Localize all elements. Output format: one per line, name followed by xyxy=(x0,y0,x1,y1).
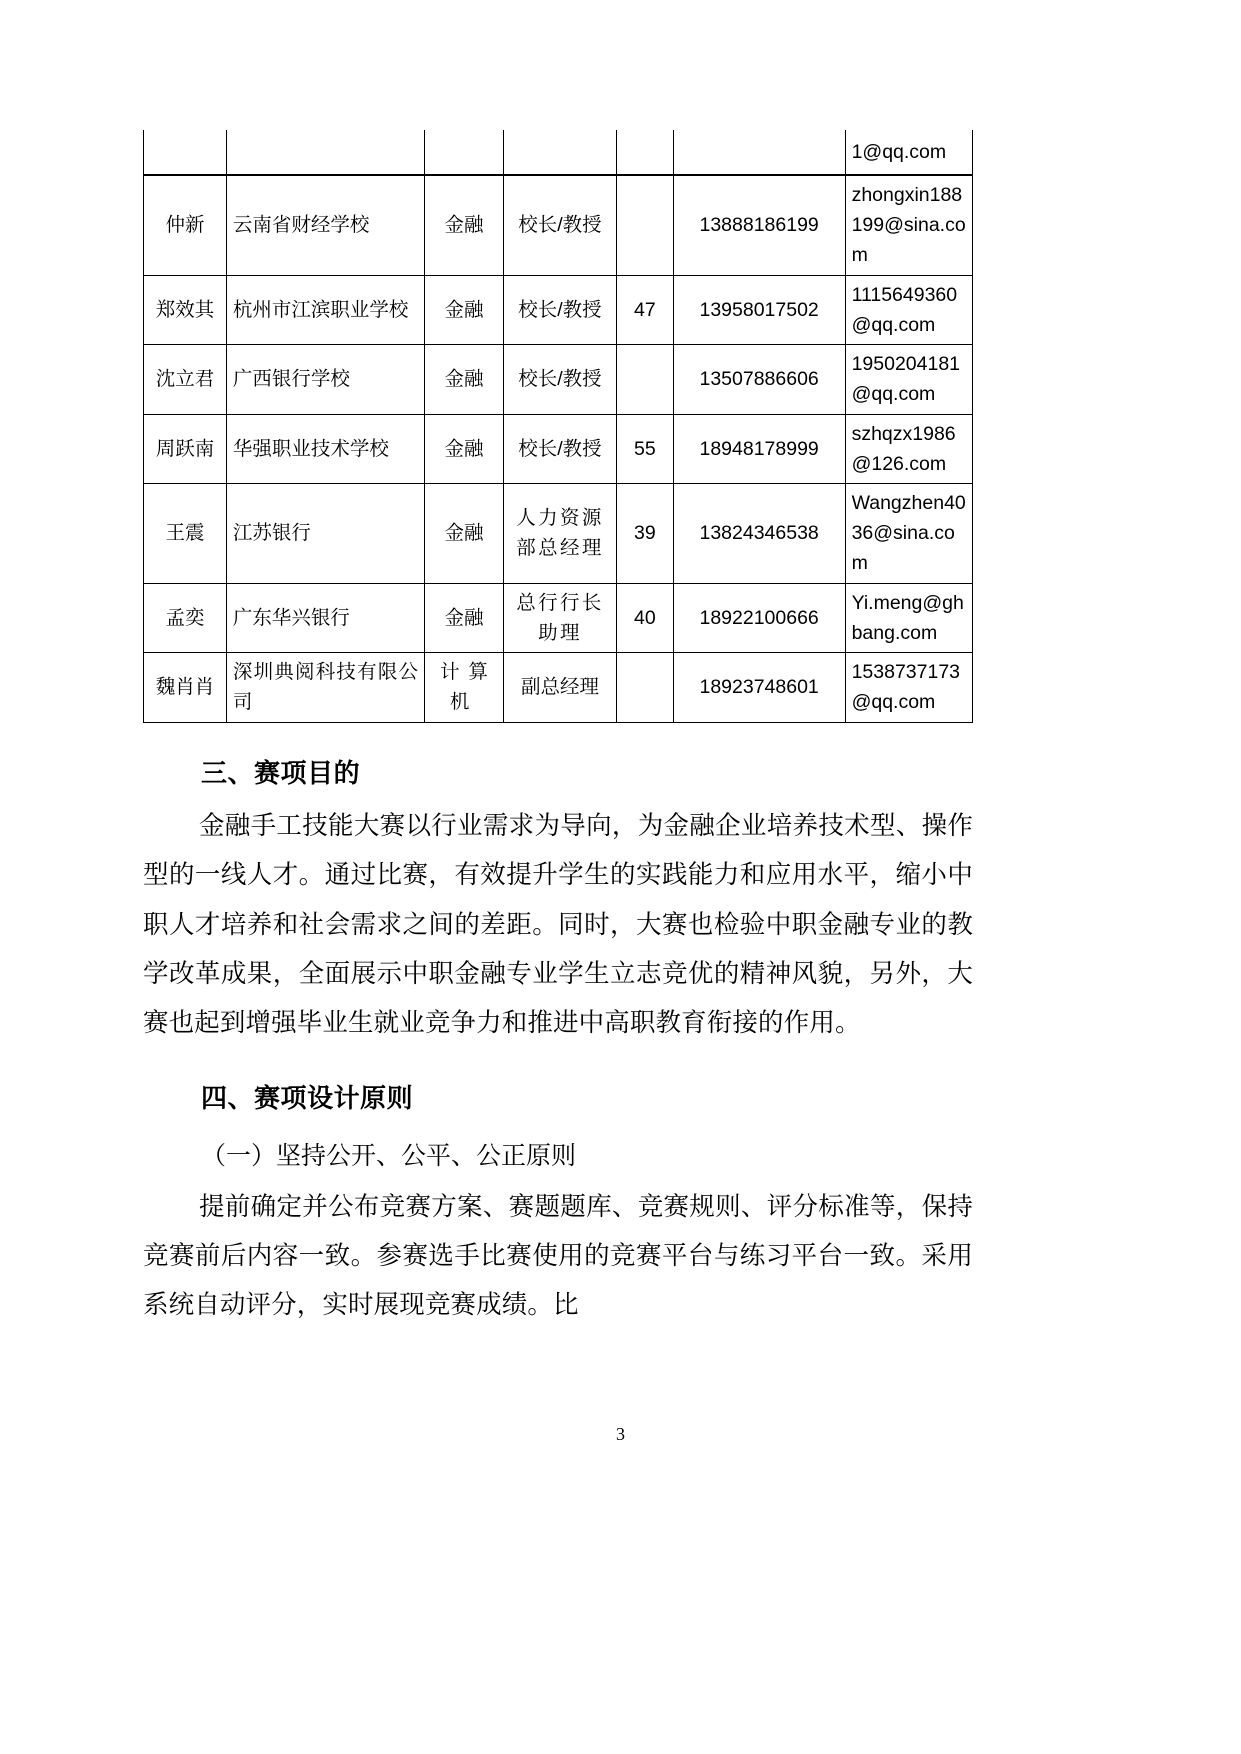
section-heading-3: 三、赛项目的 xyxy=(201,757,361,788)
cell-major: 金融 xyxy=(425,483,504,583)
cell-name: 仲新 xyxy=(144,175,227,275)
cell-phone: 18922100666 xyxy=(673,583,845,652)
cell-age: 47 xyxy=(617,275,674,344)
cell-title: 人力资源部总经理 xyxy=(503,483,616,583)
cell-phone: 13888186199 xyxy=(673,175,845,275)
table-row xyxy=(144,483,973,583)
cell-age xyxy=(617,345,674,414)
cell-phone: 13958017502 xyxy=(673,275,845,344)
cell-major: 金融 xyxy=(425,175,504,275)
table-row xyxy=(144,275,973,344)
cell-title: 校长/教授 xyxy=(503,345,616,414)
cell-major: 金融 xyxy=(425,345,504,414)
cell-major: 金融 xyxy=(425,275,504,344)
table-row xyxy=(144,345,973,414)
cell-email: zhongxin188199@sina.com xyxy=(845,175,972,275)
cell-age: 39 xyxy=(617,483,674,583)
cell-name: 王震 xyxy=(144,483,227,583)
table-row xyxy=(144,653,973,722)
cell-email: szhqzx1986@126.com xyxy=(845,414,972,483)
cell-email: Wangzhen4036@sina.com xyxy=(845,483,972,583)
cell-phone: 13507886606 xyxy=(673,345,845,414)
cell-age xyxy=(617,175,674,275)
cell-title xyxy=(503,130,616,175)
cell-name: 周跃南 xyxy=(144,414,227,483)
cell-age: 40 xyxy=(617,583,674,652)
page-number: 3 xyxy=(616,1424,625,1444)
cell-age: 55 xyxy=(617,414,674,483)
section-heading-4: 四、赛项设计原则 xyxy=(201,1083,414,1114)
section-3-paragraph: 金融手工技能大赛以行业需求为导向，为金融企业培养技术型、操作型的一线人才。通过比赛，有效提升学生的实践能力和应用水平，缩小中职人才培养和社会需求之间的差距。同时，大赛也检验中职金融专业的教学改革成果，全面展示中职金融专业学生立志竞优的精神风貌，另外，大赛也起到增强毕业生就业竞争力和推进中高职教育衔接的作用。 xyxy=(143,812,973,1037)
cell-email: 1950204181@qq.com xyxy=(845,345,972,414)
cell-email: 1@qq.com xyxy=(845,130,972,175)
cell-organization: 深圳典阅科技有限公司 xyxy=(226,653,424,722)
cell-title: 总行行长助理 xyxy=(503,583,616,652)
table-row xyxy=(144,175,973,275)
cell-major: 计算机 xyxy=(425,653,504,722)
cell-phone: 18948178999 xyxy=(673,414,845,483)
cell-title: 校长/教授 xyxy=(503,275,616,344)
cell-email: 1115649360@qq.com xyxy=(845,275,972,344)
cell-phone: 13824346538 xyxy=(673,483,845,583)
cell-major: 金融 xyxy=(425,414,504,483)
cell-name: 郑效其 xyxy=(144,275,227,344)
page-content xyxy=(143,130,973,1331)
cell-organization: 江苏银行 xyxy=(226,483,424,583)
cell-organization: 华强职业技术学校 xyxy=(226,414,424,483)
cell-title: 校长/教授 xyxy=(503,175,616,275)
section-4-subheading: （一）坚持公开、公平、公正原则 xyxy=(201,1141,577,1170)
table-row xyxy=(144,583,973,652)
cell-email: 1538737173@qq.com xyxy=(845,653,972,722)
cell-organization: 云南省财经学校 xyxy=(226,175,424,275)
cell-title: 校长/教授 xyxy=(503,414,616,483)
cell-phone xyxy=(673,130,845,175)
judges-table xyxy=(143,130,973,723)
cell-organization xyxy=(226,130,424,175)
cell-major: 金融 xyxy=(425,583,504,652)
cell-name xyxy=(144,130,227,175)
cell-phone: 18923748601 xyxy=(673,653,845,722)
cell-organization: 广西银行学校 xyxy=(226,345,424,414)
cell-organization: 杭州市江滨职业学校 xyxy=(226,275,424,344)
table-row xyxy=(144,414,973,483)
cell-age xyxy=(617,130,674,175)
cell-organization: 广东华兴银行 xyxy=(226,583,424,652)
cell-name: 魏肖肖 xyxy=(144,653,227,722)
cell-major xyxy=(425,130,504,175)
section-4-paragraph: 提前确定并公布竞赛方案、赛题题库、竞赛规则、评分标准等，保持竞赛前后内容一致。参赛选手比赛使用的竞赛平台与练习平台一致。采用系统自动评分，实时展现竞赛成绩。比 xyxy=(143,1192,973,1320)
cell-name: 沈立君 xyxy=(144,345,227,414)
cell-email: Yi.meng@ghbang.com xyxy=(845,583,972,652)
cell-title: 副总经理 xyxy=(503,653,616,722)
cell-name: 孟奕 xyxy=(144,583,227,652)
table-row-continued xyxy=(144,130,973,175)
cell-age xyxy=(617,653,674,722)
